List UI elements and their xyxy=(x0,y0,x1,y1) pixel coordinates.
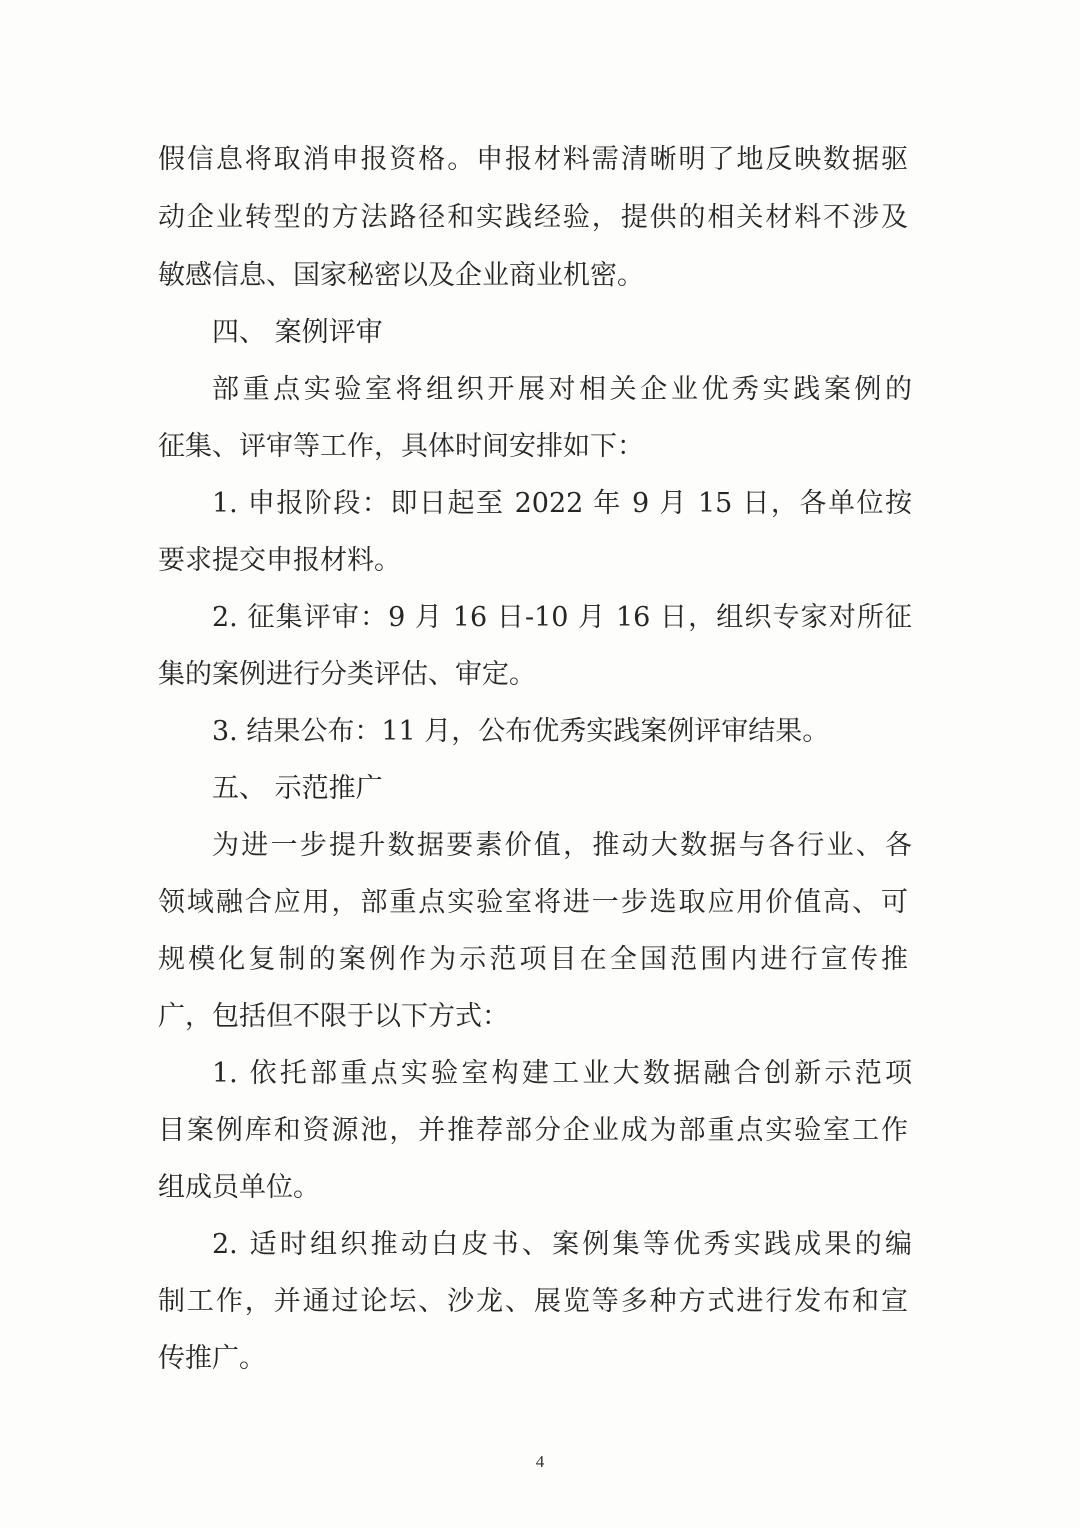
list-item-line: 2. 征集评审：9 月 16 日-10 月 16 日，组织专家对所征 xyxy=(212,602,912,633)
paragraph-line: 领域融合应用，部重点实验室将进一步选取应用价值高、可 xyxy=(158,887,908,918)
paragraph-line: 部重点实验室将组织开展对相关企业优秀实践案例的 xyxy=(212,374,912,405)
list-item-line: 要求提交申报材料。 xyxy=(158,545,401,576)
list-item-line: 1. 依托部重点实验室构建工业大数据融合创新示范项 xyxy=(212,1058,912,1089)
paragraph-line: 假信息将取消申报资格。申报材料需清晰明了地反映数据驱 xyxy=(158,144,908,175)
paragraph-line: 为进一步提升数据要素价值，推动大数据与各行业、各 xyxy=(212,830,912,861)
paragraph-line: 敏感信息、国家秘密以及企业商业机密。 xyxy=(158,260,644,291)
list-item-line: 目案例库和资源池，并推荐部分企业成为部重点实验室工作 xyxy=(158,1115,908,1146)
page-number: 4 xyxy=(535,1452,545,1471)
list-item-line: 2. 适时组织推动白皮书、案例集等优秀实践成果的编 xyxy=(212,1229,912,1260)
list-item-line: 组成员单位。 xyxy=(158,1172,320,1203)
paragraph-line: 广，包括但不限于以下方式： xyxy=(158,1001,509,1032)
list-item-line: 3. 结果公布：11 月，公布优秀实践案例评审结果。 xyxy=(212,716,830,747)
section-heading-promotion: 五、 示范推广 xyxy=(212,773,383,804)
list-item-line: 制工作，并通过论坛、沙龙、展览等多种方式进行发布和宣 xyxy=(158,1286,908,1317)
paragraph-line: 动企业转型的方法路径和实践经验，提供的相关材料不涉及 xyxy=(158,202,908,233)
section-heading-review: 四、 案例评审 xyxy=(212,317,383,348)
list-item-line: 1. 申报阶段：即日起至 2022 年 9 月 15 日，各单位按 xyxy=(212,488,912,519)
paragraph-line: 规模化复制的案例作为示范项目在全国范围内进行宣传推 xyxy=(158,944,908,975)
list-item-line: 集的案例进行分类评估、审定。 xyxy=(158,659,536,690)
list-item-line: 传推广。 xyxy=(158,1343,266,1374)
paragraph-line: 征集、评审等工作，具体时间安排如下： xyxy=(158,431,644,462)
